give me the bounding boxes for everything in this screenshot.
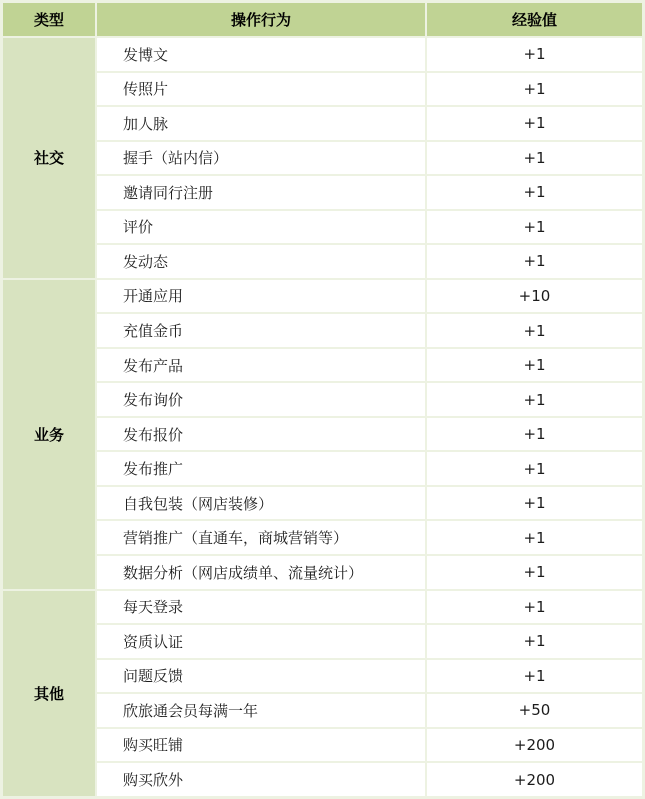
action-cell: 发布询价 (97, 383, 425, 416)
type-cell: 业务 (3, 280, 95, 589)
value-cell: +1 (427, 73, 642, 106)
value-cell: +1 (427, 349, 642, 382)
table-row (3, 73, 642, 106)
table-row (3, 452, 642, 485)
experience-points-table (1, 1, 644, 798)
type-cell: 其他 (3, 591, 95, 797)
action-cell: 发布推广 (97, 452, 425, 485)
action-cell: 资质认证 (97, 625, 425, 658)
value-cell: +1 (427, 38, 642, 71)
value-cell: +1 (427, 452, 642, 485)
action-cell: 发博文 (97, 38, 425, 71)
table-row (3, 521, 642, 554)
value-cell: +200 (427, 763, 642, 796)
action-cell: 开通应用 (97, 280, 425, 313)
table-row (3, 211, 642, 244)
action-cell: 邀请同行注册 (97, 176, 425, 209)
table-body (3, 38, 642, 796)
value-cell: +1 (427, 107, 642, 140)
action-cell: 加人脉 (97, 107, 425, 140)
value-cell: +1 (427, 314, 642, 347)
action-cell: 自我包装（网店装修） (97, 487, 425, 520)
value-cell: +10 (427, 280, 642, 313)
value-cell: +1 (427, 660, 642, 693)
table-row (3, 591, 642, 624)
value-cell: +1 (427, 245, 642, 278)
action-cell: 评价 (97, 211, 425, 244)
table-row (3, 383, 642, 416)
action-cell: 每天登录 (97, 591, 425, 624)
table-row (3, 38, 642, 71)
action-cell: 发布报价 (97, 418, 425, 451)
table-row (3, 763, 642, 796)
value-cell: +1 (427, 556, 642, 589)
action-cell: 发动态 (97, 245, 425, 278)
value-cell: +1 (427, 211, 642, 244)
table-row (3, 176, 642, 209)
table-row (3, 556, 642, 589)
action-cell: 发布产品 (97, 349, 425, 382)
action-cell: 充值金币 (97, 314, 425, 347)
action-cell: 握手（站内信） (97, 142, 425, 175)
column-header-value: 经验值 (427, 3, 642, 36)
action-cell: 购买旺铺 (97, 729, 425, 762)
column-header-type: 类型 (3, 3, 95, 36)
value-cell: +1 (427, 383, 642, 416)
action-cell: 数据分析（网店成绩单、流量统计） (97, 556, 425, 589)
action-cell: 购买欣外 (97, 763, 425, 796)
value-cell: +1 (427, 625, 642, 658)
action-cell: 传照片 (97, 73, 425, 106)
value-cell: +200 (427, 729, 642, 762)
table-row (3, 245, 642, 278)
value-cell: +50 (427, 694, 642, 727)
table-row (3, 107, 642, 140)
value-cell: +1 (427, 591, 642, 624)
value-cell: +1 (427, 487, 642, 520)
table-row (3, 625, 642, 658)
table-row (3, 418, 642, 451)
table-row (3, 349, 642, 382)
action-cell: 欣旅通会员每满一年 (97, 694, 425, 727)
table-row (3, 729, 642, 762)
table-row (3, 314, 642, 347)
table-row (3, 280, 642, 313)
action-cell: 问题反馈 (97, 660, 425, 693)
table-row (3, 487, 642, 520)
type-cell: 社交 (3, 38, 95, 278)
column-header-action: 操作行为 (97, 3, 425, 36)
table-row (3, 694, 642, 727)
table-row (3, 142, 642, 175)
value-cell: +1 (427, 521, 642, 554)
value-cell: +1 (427, 176, 642, 209)
value-cell: +1 (427, 142, 642, 175)
table-row (3, 660, 642, 693)
action-cell: 营销推广（直通车，商城营销等） (97, 521, 425, 554)
value-cell: +1 (427, 418, 642, 451)
header-row (3, 3, 642, 36)
